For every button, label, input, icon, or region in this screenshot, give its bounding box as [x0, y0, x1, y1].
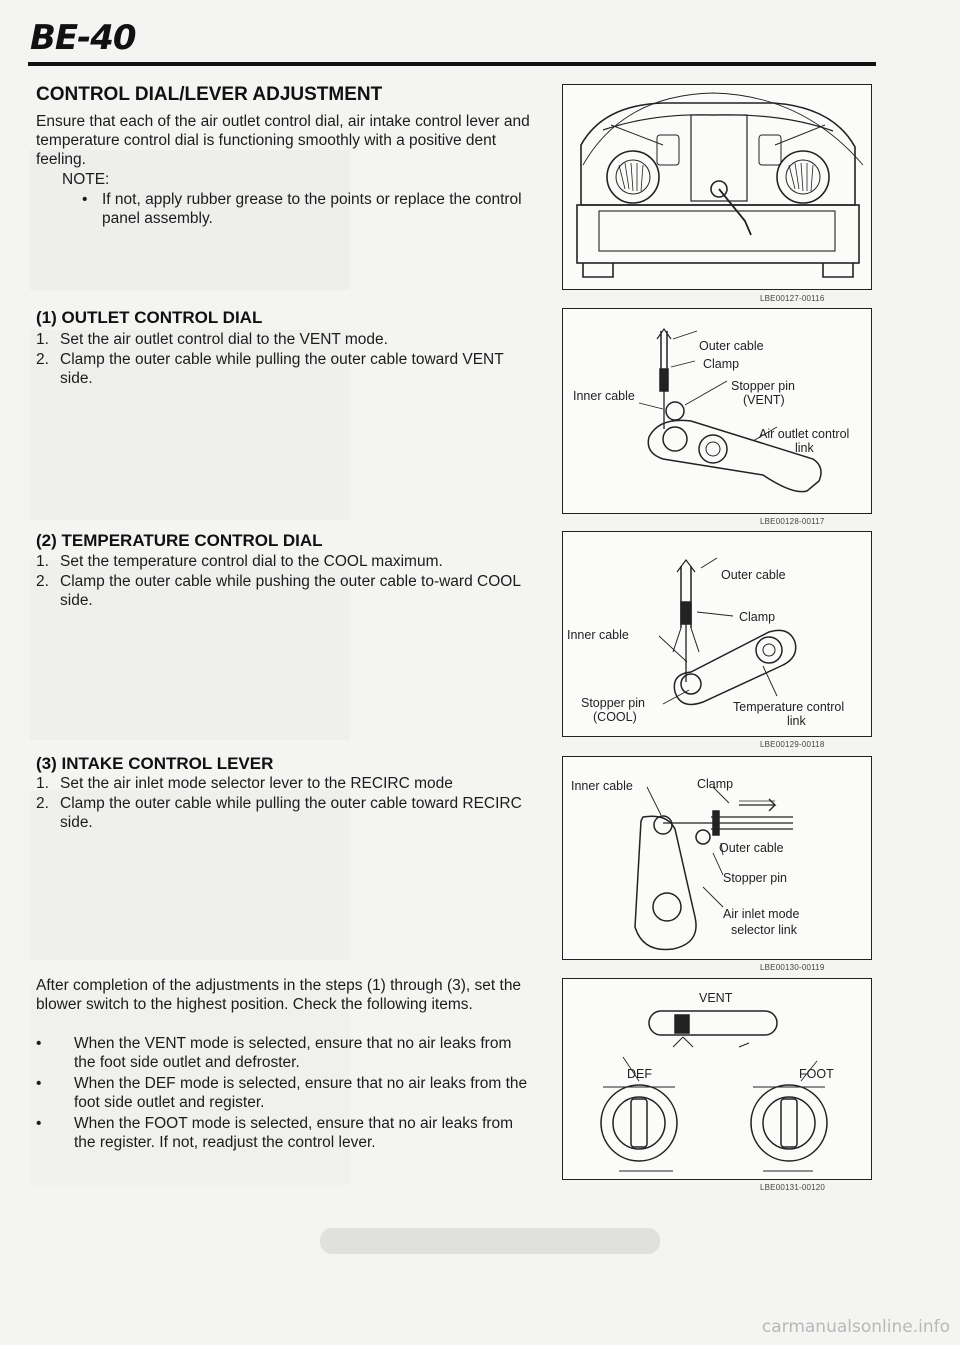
completion-intro: After completion of the adjustments in the steps (1) through (3), set the blower switch to the highest position. Check the following items.: [36, 977, 522, 1013]
figure-outlet-link: [562, 308, 872, 514]
label-inner-cable: Inner cable: [567, 628, 629, 642]
label-stopper-pin: Stopper pin: [581, 696, 645, 710]
page-number: BE-40: [30, 18, 136, 58]
label-link-line-2: link: [795, 441, 814, 455]
watermark: carmanualsonline.info: [761, 1317, 950, 1337]
outlet-step-1: [36, 330, 530, 349]
intro-paragraph: Ensure that each of the air outlet control dial, air intake control lever and temperature control dial is functioning smoothly with a positive dent feeling.: [36, 113, 530, 168]
label-stopper-pin-mode: (COOL): [593, 710, 637, 724]
section-title: CONTROL DIAL/LEVER ADJUSTMENT: [36, 84, 383, 105]
header-rule: [28, 62, 876, 66]
label-stopper-pin-mode: (VENT): [743, 393, 785, 407]
figure-code: LBE00128-00117: [760, 517, 825, 526]
completion-item-3: [36, 1114, 530, 1152]
step-number: 1.: [36, 775, 49, 792]
label-inner-cable: Inner cable: [573, 389, 635, 403]
completion-item-text: When the DEF mode is selected, ensure that no air leaks from the foot side outlet and register.: [74, 1075, 528, 1111]
figure-control-dials: [562, 978, 872, 1180]
completion-item-1: [36, 1034, 530, 1072]
note-text: If not, apply rubber grease to the points or replace the control panel assembly.: [102, 191, 522, 227]
note-bullet: [82, 190, 522, 228]
temperature-step-1: [36, 552, 530, 571]
step-text: Clamp the outer cable while pulling the outer cable toward RECIRC side.: [60, 795, 522, 831]
intake-title: (3) INTAKE CONTROL LEVER: [36, 754, 274, 773]
figure-inlet-link: [562, 756, 872, 960]
label-link-line-2: selector link: [731, 923, 797, 937]
label-clamp: Clamp: [697, 777, 734, 791]
label-link-line-1: Air outlet control: [759, 427, 850, 441]
intake-step-2: [36, 794, 530, 832]
label-clamp: Clamp: [703, 357, 740, 371]
label-def: DEF: [627, 1067, 652, 1081]
outlet-title: (1) OUTLET CONTROL DIAL: [36, 308, 263, 327]
step-text: Set the air outlet control dial to the VENT mode.: [60, 331, 388, 348]
bullet-dot: •: [36, 1075, 42, 1092]
bullet-dot: •: [82, 191, 88, 208]
label-inner-cable: Inner cable: [571, 779, 633, 793]
label-link-line-1: Temperature control: [733, 700, 845, 714]
step-number: 1.: [36, 553, 49, 570]
step-number: 2.: [36, 351, 49, 368]
label-stopper-pin: Stopper pin: [723, 871, 787, 885]
label-clamp: Clamp: [739, 610, 776, 624]
completion-item-text: When the VENT mode is selected, ensure that no air leaks from the foot side outlet and defroster.: [74, 1035, 512, 1071]
figure-control-panel: [562, 84, 872, 290]
figure-code: LBE00129-00118: [760, 740, 825, 749]
figure-code: LBE00131-00120: [760, 1183, 826, 1192]
label-link-line-1: Air inlet mode: [723, 907, 800, 921]
label-vent: VENT: [699, 991, 733, 1005]
label-stopper-pin: Stopper pin: [731, 379, 795, 393]
figure-code: LBE00127-00116: [760, 294, 825, 303]
step-number: 1.: [36, 331, 49, 348]
temperature-title: (2) TEMPERATURE CONTROL DIAL: [36, 531, 323, 550]
bullet-dot: •: [36, 1035, 42, 1052]
bullet-dot: •: [36, 1115, 42, 1132]
bleed-through-footer-bar: [320, 1228, 660, 1254]
step-text: Set the temperature control dial to the COOL maximum.: [60, 553, 443, 570]
figure-code: LBE00130-00119: [760, 963, 825, 972]
outlet-step-2: [36, 350, 530, 388]
step-text: Set the air inlet mode selector lever to the RECIRC mode: [60, 775, 453, 792]
temperature-step-2: [36, 572, 530, 610]
figure-temperature-link: [562, 531, 872, 737]
label-link-line-2: link: [787, 714, 806, 728]
label-outer-cable: Outer cable: [721, 568, 786, 582]
step-text: Clamp the outer cable while pulling the outer cable toward VENT side.: [60, 351, 504, 387]
step-number: 2.: [36, 795, 49, 812]
completion-item-2: [36, 1074, 530, 1112]
intake-step-1: [36, 774, 530, 793]
note-label: NOTE:: [62, 171, 110, 188]
label-outer-cable: Outer cable: [719, 841, 784, 855]
label-outer-cable: Outer cable: [699, 339, 764, 353]
completion-item-text: When the FOOT mode is selected, ensure that no air leaks from the register. If not, readjust the control lever.: [74, 1115, 514, 1151]
step-number: 2.: [36, 573, 49, 590]
label-foot: FOOT: [799, 1067, 834, 1081]
step-text: Clamp the outer cable while pushing the outer cable to-ward COOL side.: [60, 573, 521, 609]
control-panel-illustration: [563, 85, 873, 291]
